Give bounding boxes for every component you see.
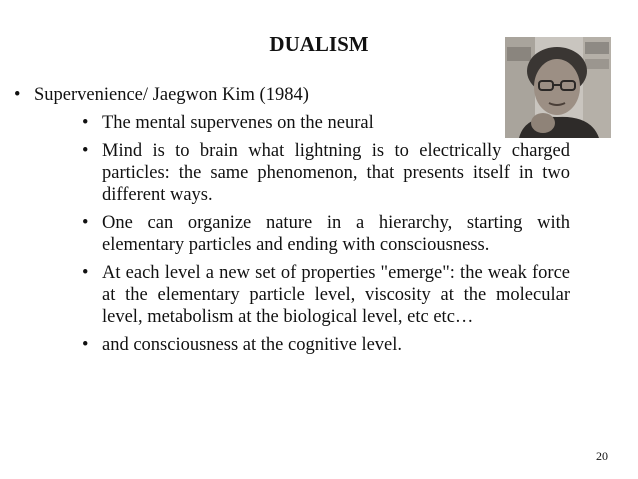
bullet-glyph: • xyxy=(82,113,89,133)
bullet-glyph: • xyxy=(14,85,21,105)
sub-bullet-item xyxy=(82,112,570,134)
slide-title: DUALISM xyxy=(269,32,369,56)
sub-bullet-text: One can organize nature in a hierarchy, starting with elementary particles and ending with consciousness. xyxy=(102,213,570,255)
sub-bullet-text: At each level a new set of properties "emerge": the weak force at the elementary particle level, viscosity at the molecular level, metabolism at the biological level, etc etc… xyxy=(102,263,570,327)
sub-bullet-item xyxy=(82,140,570,206)
sub-bullet-text: The mental supervenes on the neural xyxy=(102,113,374,133)
sub-bullet-item xyxy=(82,262,570,328)
top-bullet xyxy=(14,84,309,106)
sub-bullet-item xyxy=(82,334,570,356)
sub-bullet-item xyxy=(82,212,570,256)
sub-bullet-list xyxy=(82,112,570,362)
bullet-glyph: • xyxy=(82,335,89,355)
bullet-glyph: • xyxy=(82,141,89,161)
sub-bullet-text: Mind is to brain what lightning is to electrically charged particles: the same phenomenon, that presents itself in two different ways. xyxy=(102,141,570,205)
page-number: 20 xyxy=(596,449,608,463)
sub-bullet-text: and consciousness at the cognitive level. xyxy=(102,335,403,355)
bullet-glyph: • xyxy=(82,213,89,233)
top-bullet-text: Supervenience/ Jaegwon Kim (1984) xyxy=(34,85,309,105)
bullet-glyph: • xyxy=(82,263,89,283)
